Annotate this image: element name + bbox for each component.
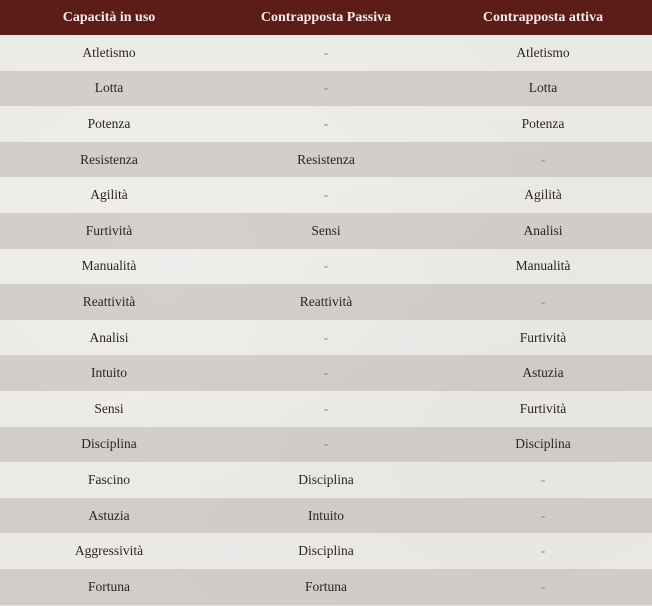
- table-row: [0, 213, 652, 249]
- cell-attiva: Lotta: [528, 80, 558, 96]
- cell-capacita: Fascino: [88, 471, 130, 487]
- cell-passiva: -: [323, 258, 329, 274]
- cell-attiva: -: [540, 578, 546, 594]
- cell-passiva: -: [323, 44, 329, 60]
- cell-passiva: Resistenza: [297, 151, 355, 167]
- table-header: [0, 0, 652, 35]
- table-row: [0, 35, 652, 71]
- cell-capacita: Potenza: [87, 115, 131, 131]
- cell-attiva: -: [540, 293, 546, 309]
- cell-passiva: Fortuna: [305, 578, 347, 594]
- cell-attiva: Potenza: [521, 115, 565, 131]
- cell-capacita: Disciplina: [81, 436, 137, 452]
- cell-attiva: Furtività: [519, 400, 567, 416]
- table-row: [0, 320, 652, 356]
- table-body: [0, 35, 652, 605]
- cell-capacita: Resistenza: [80, 151, 138, 167]
- cell-capacita: Reattività: [82, 293, 136, 309]
- header-contrapposta-attiva: Contrapposta attiva: [482, 9, 604, 25]
- cell-attiva: Manualità: [515, 258, 571, 274]
- table-row: [0, 142, 652, 178]
- table-row: [0, 462, 652, 498]
- cell-passiva: -: [323, 329, 329, 345]
- cell-attiva: Agilità: [524, 187, 562, 203]
- cell-capacita: Furtività: [85, 222, 133, 238]
- cell-passiva: Intuito: [308, 507, 344, 523]
- cell-capacita: Aggressività: [74, 543, 144, 559]
- cell-passiva: -: [323, 436, 329, 452]
- cell-capacita: Sensi: [94, 400, 124, 416]
- table-row: [0, 284, 652, 320]
- cell-capacita: Analisi: [89, 329, 129, 345]
- cell-passiva: Disciplina: [298, 471, 354, 487]
- cell-attiva: Analisi: [523, 222, 563, 238]
- cell-attiva: Disciplina: [515, 436, 571, 452]
- cell-attiva: -: [540, 471, 546, 487]
- header-capacita-in-uso: Capacità in uso: [62, 9, 156, 25]
- cell-passiva: -: [323, 400, 329, 416]
- cell-passiva: -: [323, 115, 329, 131]
- header-contrapposta-passiva: Contrapposta Passiva: [260, 9, 392, 25]
- cell-passiva: Sensi: [311, 222, 341, 238]
- cell-passiva: -: [323, 80, 329, 96]
- cell-capacita: Fortuna: [88, 578, 130, 594]
- table-row: [0, 249, 652, 285]
- cell-attiva: Furtività: [519, 329, 567, 345]
- cell-attiva: -: [540, 507, 546, 523]
- table-row: [0, 106, 652, 142]
- cell-passiva: Reattività: [299, 293, 353, 309]
- cell-passiva: Disciplina: [298, 543, 354, 559]
- cell-attiva: -: [540, 151, 546, 167]
- cell-attiva: Atletismo: [516, 44, 570, 60]
- cell-capacita: Atletismo: [82, 44, 136, 60]
- table-row: [0, 177, 652, 213]
- table-row: [0, 498, 652, 534]
- cell-capacita: Intuito: [91, 365, 127, 381]
- header-row: [0, 0, 652, 35]
- cell-attiva: Astuzia: [522, 365, 564, 381]
- cell-capacita: Astuzia: [88, 507, 130, 523]
- table-row: [0, 391, 652, 427]
- table-row: [0, 355, 652, 391]
- cell-capacita: Manualità: [81, 258, 137, 274]
- cell-capacita: Lotta: [94, 80, 124, 96]
- cell-attiva: -: [540, 543, 546, 559]
- table-row: [0, 533, 652, 569]
- cell-capacita: Agilità: [90, 187, 128, 203]
- table-row: [0, 427, 652, 463]
- table-row: [0, 71, 652, 107]
- cell-passiva: -: [323, 365, 329, 381]
- cell-passiva: -: [323, 187, 329, 203]
- table-row: [0, 569, 652, 605]
